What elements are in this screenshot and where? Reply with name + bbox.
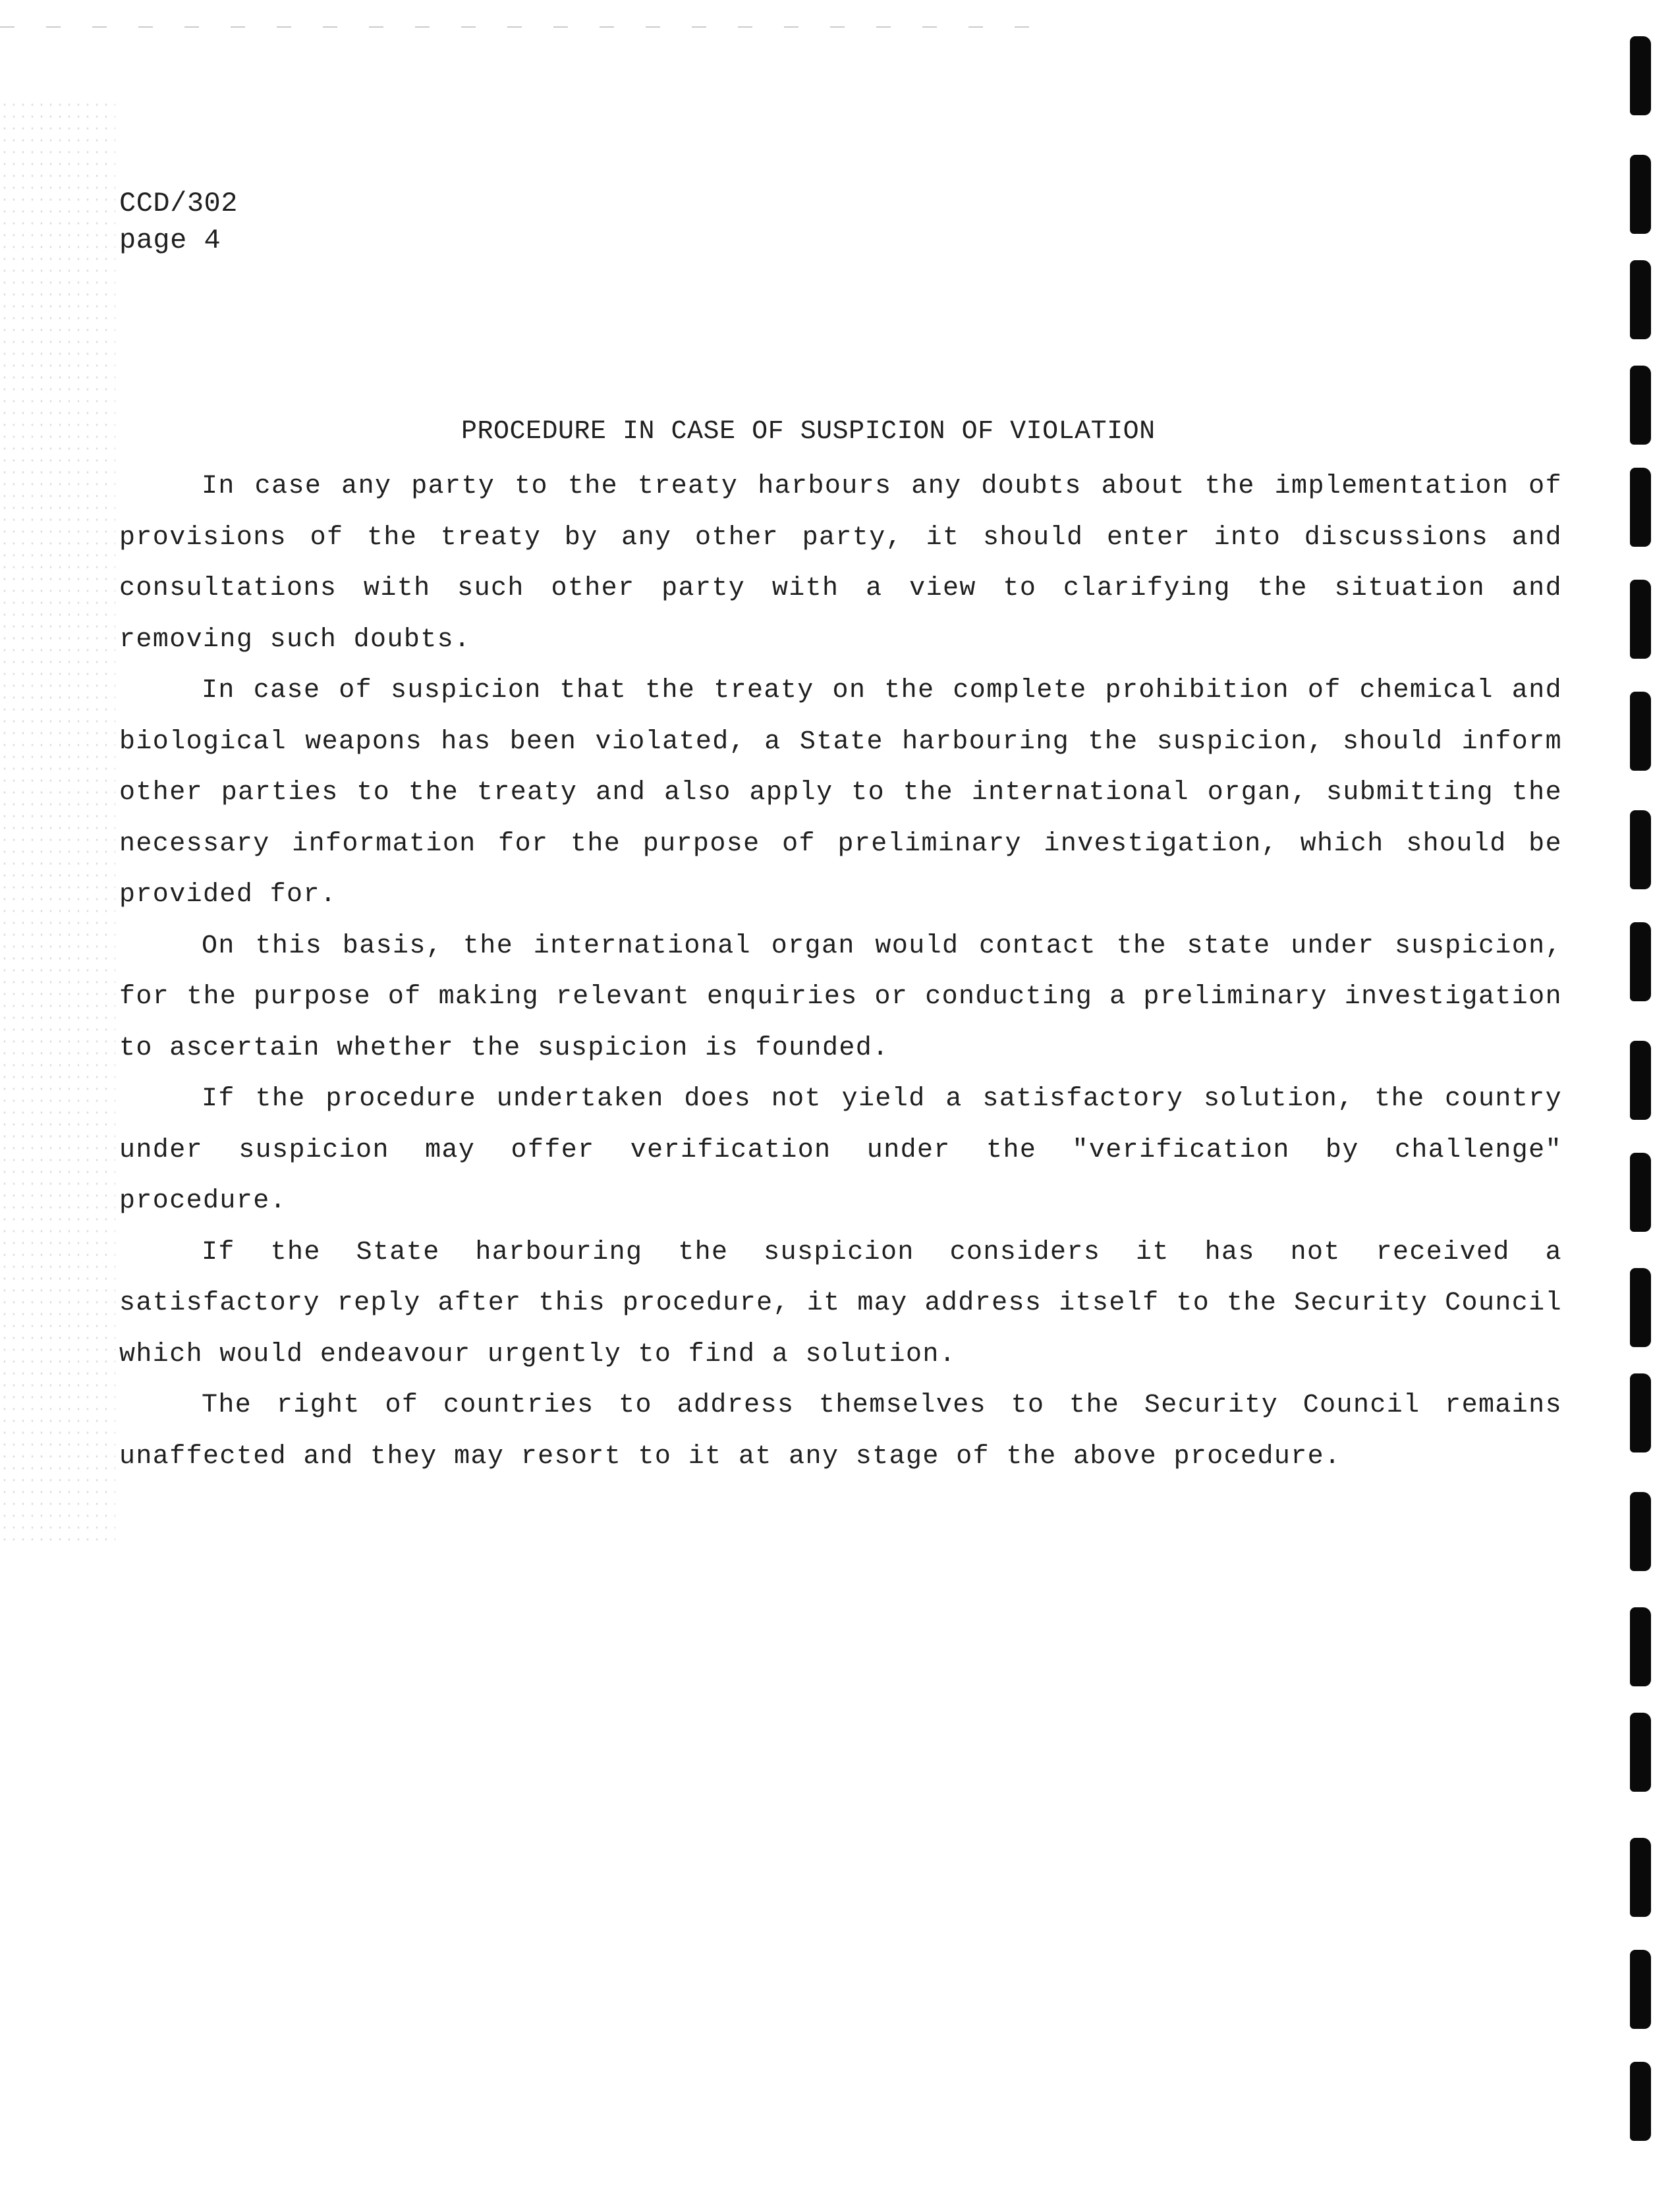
- paragraph: In case any party to the treaty harbours any doubts about the implementation of provisions of the treaty by any other party, it should enter into discussions and consultations with such other party with a view to clarifying the situation and removing such doubts.: [119, 472, 1562, 655]
- binding-hole: [1630, 260, 1651, 339]
- binding-hole: [1630, 1268, 1651, 1347]
- binding-hole: [1630, 1838, 1651, 1917]
- binding-hole: [1630, 1492, 1651, 1571]
- binding-hole: [1630, 366, 1651, 445]
- paragraph: In case of suspicion that the treaty on the complete prohibition of chemical and biological weapons has been violated, a State harbouring the suspicion, should inform other parties to the treaty and also apply to the international organ, submitting the necessary information for the purpose of preliminary investigation, which should be provided for.: [119, 676, 1562, 910]
- binding-hole: [1630, 1950, 1651, 2029]
- binding-hole: [1630, 1713, 1651, 1792]
- binding-hole: [1630, 580, 1651, 659]
- section-heading: PROCEDURE IN CASE OF SUSPICION OF VIOLATION: [461, 417, 1156, 447]
- document-symbol: CCD/302: [119, 188, 238, 219]
- binding-hole: [1630, 692, 1651, 771]
- scan-noise-left: [0, 99, 115, 1548]
- binding-hole: [1630, 922, 1651, 1001]
- binding-hole: [1630, 1607, 1651, 1686]
- document-header: [119, 185, 238, 259]
- scan-top-edge: [0, 26, 1054, 28]
- binding-hole: [1630, 1373, 1651, 1452]
- paragraph: If the procedure undertaken does not yield a satisfactory solution, the country under suspicion may offer verification under the "verification by challenge" procedure.: [119, 1084, 1562, 1216]
- binding-hole: [1630, 155, 1651, 234]
- paragraph: The right of countries to address themselves to the Security Council remains unaffected and they may resort to it at any stage of the above procedure.: [119, 1391, 1562, 1472]
- paragraph: On this basis, the international organ would contact the state under suspicion, for the purpose of making relevant enquiries or conducting a preliminary investigation to ascertain whether the suspicion is founded.: [119, 931, 1562, 1063]
- binding-hole: [1630, 36, 1651, 115]
- binding-hole: [1630, 1153, 1651, 1232]
- paragraph: If the State harbouring the suspicion considers it has not received a satisfactory reply after this procedure, it may address itself to the Security Council which would endeavour urgently to find a solution.: [119, 1237, 1562, 1369]
- binding-hole: [1630, 810, 1651, 889]
- binding-hole: [1630, 2062, 1651, 2141]
- page-number: page 4: [119, 225, 221, 256]
- binding-hole: [1630, 468, 1651, 547]
- binding-hole: [1630, 1041, 1651, 1120]
- body-text: [119, 461, 1562, 1482]
